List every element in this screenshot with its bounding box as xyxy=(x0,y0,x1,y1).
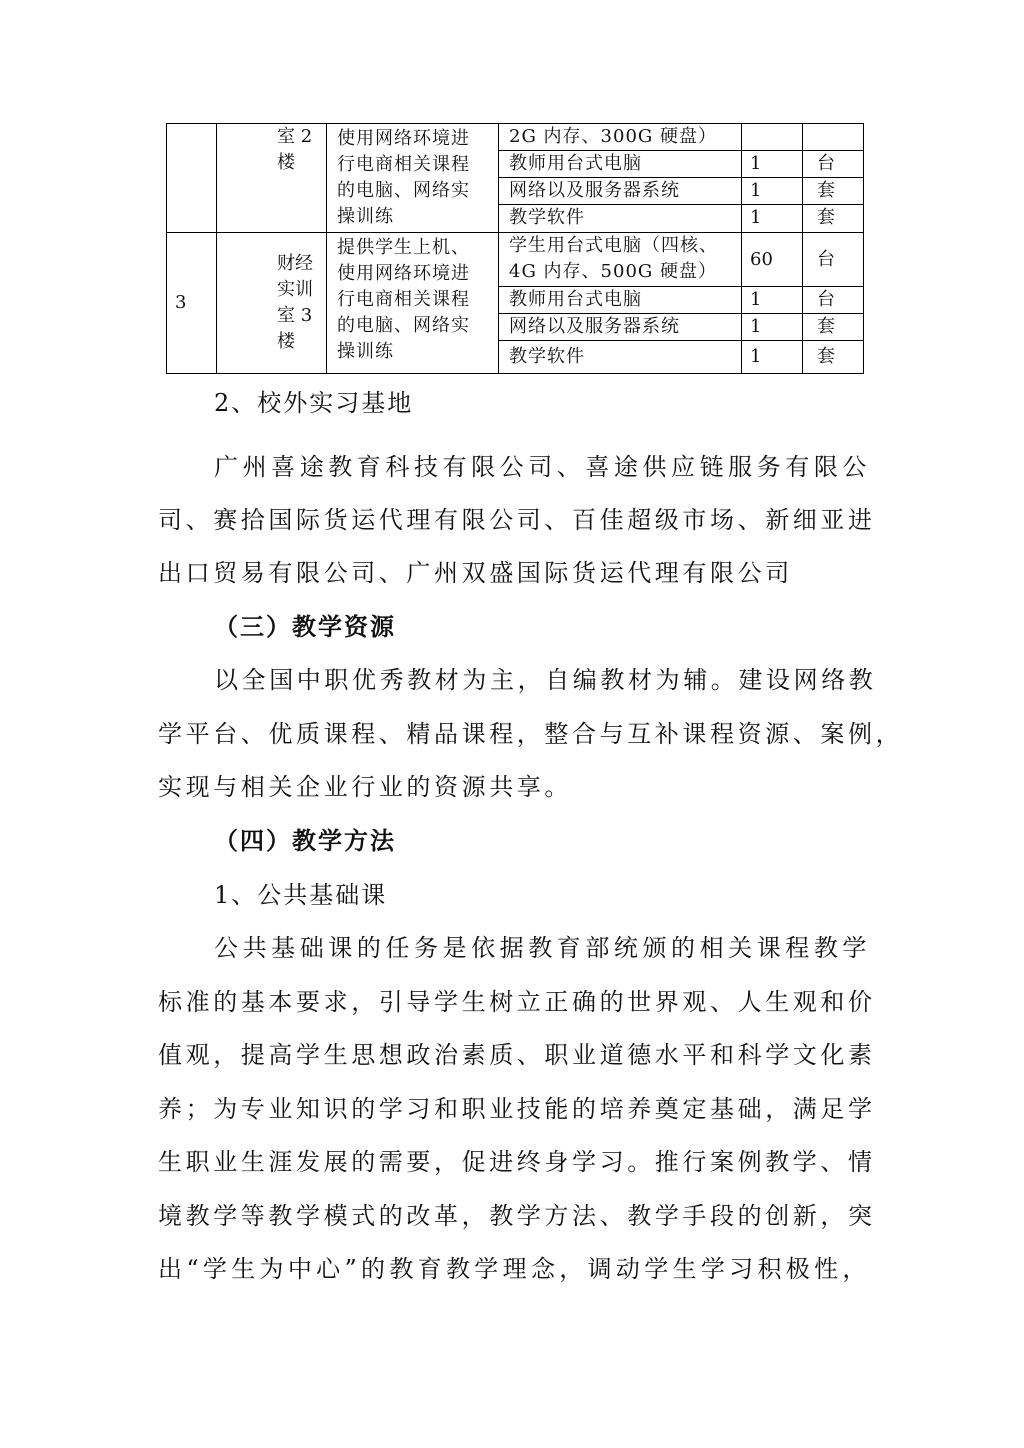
row-number-cell xyxy=(167,124,217,233)
paragraph-line: 生职业生涯发展的需要，促进终身学习。推行案例教学、情 xyxy=(158,1148,876,1176)
unit-cell: 台 xyxy=(803,151,864,178)
device-cell: 网络以及服务器系统 xyxy=(499,314,742,341)
qty-cell: 60 xyxy=(742,233,803,287)
device-cell: 教学软件 xyxy=(499,341,742,374)
device-cell: 2G 内存、300G 硬盘） xyxy=(499,124,742,151)
device-cell: 教学软件 xyxy=(499,205,742,233)
unit-cell: 套 xyxy=(803,314,864,341)
paragraph-line: 值观，提高学生思想政治素质、职业道德水平和科学文化素 xyxy=(158,1041,876,1069)
qty-cell: 1 xyxy=(742,205,803,233)
table-row xyxy=(167,233,864,287)
qty-cell xyxy=(742,124,803,151)
paragraph-line: 学平台、优质课程、精品课程，整合与互补课程资源、案例， xyxy=(158,720,904,748)
paragraph-line: 实现与相关企业行业的资源共享。 xyxy=(158,773,572,801)
section-heading-resources: （三）教学资源 xyxy=(214,613,396,641)
purpose-cell xyxy=(327,233,499,374)
purpose-cell xyxy=(327,124,499,233)
room-line: 财经实训 xyxy=(277,253,313,300)
device-line: 4G 内存、500G 硬盘） xyxy=(509,261,718,282)
qty-cell: 1 xyxy=(742,341,803,374)
sub-heading: 1、公共基础课 xyxy=(214,881,388,909)
unit-cell xyxy=(803,124,864,151)
purpose-line: 操训练 xyxy=(337,206,394,227)
unit-cell: 套 xyxy=(803,205,864,233)
paragraph-line: 司、赛拾国际货运代理有限公司、百佳超级市场、新细亚进 xyxy=(158,506,876,534)
paragraph-line: 养；为专业知识的学习和职业技能的培养奠定基础，满足学 xyxy=(158,1095,876,1123)
paragraph-line: 标准的基本要求，引导学生树立正确的世界观、人生观和价 xyxy=(158,988,876,1016)
purpose-line: 的电脑、网络实 xyxy=(337,315,470,336)
row-number-cell: 3 xyxy=(167,233,217,374)
room-cell xyxy=(217,124,327,233)
device-cell: 网络以及服务器系统 xyxy=(499,178,742,205)
paragraph-line: 以全国中职优秀教材为主，自编教材为辅。建设网络教 xyxy=(214,666,877,694)
purpose-line: 行电商相关课程 xyxy=(337,289,470,310)
paragraph-line: 出口贸易有限公司、广州双盛国际货运代理有限公司 xyxy=(158,559,793,587)
qty-cell: 1 xyxy=(742,287,803,314)
room-line: 室 3 楼 xyxy=(277,305,313,352)
paragraph-line: 出“学生为中心”的教育教学理念，调动学生学习积极性， xyxy=(158,1255,870,1283)
purpose-line: 操训练 xyxy=(337,341,394,362)
device-cell: 教师用台式电脑 xyxy=(499,151,742,178)
offsite-heading: 2、校外实习基地 xyxy=(214,389,414,417)
purpose-line: 提供学生上机、 xyxy=(337,237,470,258)
purpose-line: 使用网络环境进 xyxy=(337,128,470,149)
equipment-table xyxy=(166,123,864,374)
qty-cell: 1 xyxy=(742,178,803,205)
device-line: 学生用台式电脑（四核、 xyxy=(509,235,718,256)
unit-cell: 套 xyxy=(803,178,864,205)
purpose-line: 使用网络环境进 xyxy=(337,263,470,284)
unit-cell: 台 xyxy=(803,233,864,287)
paragraph-line: 境教学等教学模式的改革，教学方法、教学手段的创新，突 xyxy=(158,1202,876,1230)
paragraph-line: 公共基础课的任务是依据教育部统颁的相关课程教学 xyxy=(214,934,870,962)
section-heading-methods: （四）教学方法 xyxy=(214,827,396,855)
table-row xyxy=(167,124,864,151)
paragraph-line: 广州喜途教育科技有限公司、喜途供应链服务有限公 xyxy=(214,453,870,481)
device-cell: 教师用台式电脑 xyxy=(499,287,742,314)
qty-cell: 1 xyxy=(742,314,803,341)
qty-cell: 1 xyxy=(742,151,803,178)
purpose-line: 行电商相关课程 xyxy=(337,154,470,175)
unit-cell: 套 xyxy=(803,341,864,374)
room-text: 室 2 楼 xyxy=(277,126,313,173)
unit-cell: 台 xyxy=(803,287,864,314)
room-cell xyxy=(217,233,327,374)
device-cell xyxy=(499,233,742,287)
purpose-line: 的电脑、网络实 xyxy=(337,180,470,201)
